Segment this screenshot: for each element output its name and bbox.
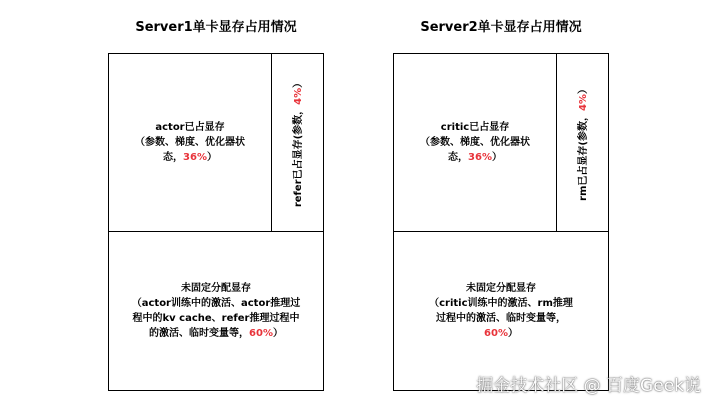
server1-unallocated-label: 未固定分配显存 （actor训练中的激活、actor推理过程中的kv cache、refer推理过程中的激活、临时变量等， (131, 283, 301, 339)
server2-unallocated-cell (394, 232, 608, 390)
server2-critic-label: critic已占显存 （参数、梯度、优化器状态， (420, 122, 530, 163)
server2-rm-label: rm已占显存(参数， (578, 111, 589, 201)
server2-rm-text (574, 84, 589, 201)
server1-refer-percent: 4% (293, 87, 304, 105)
server1-refer-label: refer已占显存(参数， (293, 104, 304, 208)
server1-unallocated-cell (109, 232, 323, 390)
server2-unallocated-text (418, 281, 584, 341)
server1-top-row (109, 54, 323, 232)
server2-unallocated-label: 未固定分配显存 （critic训练中的激活、rm推理过程中的激活、临时变量等， (429, 283, 573, 324)
server2-top-row (394, 54, 608, 232)
server2-critic-percent: 36% (468, 152, 492, 163)
watermark: 掘金技术社区 @ 百度Geek说 (476, 376, 701, 396)
server1-refer-text (289, 78, 304, 207)
server2-critic-cell (394, 54, 557, 231)
server1-refer-suffix: ） (293, 77, 304, 88)
server2-rm-suffix: ） (578, 84, 589, 95)
server2-critic-text (407, 120, 543, 165)
server1-memory-box (108, 53, 324, 391)
server2-unallocated-percent: 60% (484, 328, 508, 339)
server1-refer-cell (270, 54, 323, 231)
server2-rm-cell (555, 54, 608, 231)
server1-actor-cell (109, 54, 272, 231)
server1-title: Server1单卡显存占用情况 (135, 20, 297, 35)
server1-unallocated-percent: 60% (249, 328, 273, 339)
server1-unallocated-text (122, 281, 310, 341)
server2-memory-box (393, 53, 609, 391)
server2-critic-suffix: ） (491, 152, 502, 163)
server2-rm-percent: 4% (578, 94, 589, 112)
server1-actor-text (122, 120, 258, 165)
server1-unallocated-suffix: ） (272, 328, 283, 339)
server1-actor-suffix: ） (206, 152, 217, 163)
server1-actor-percent: 36% (183, 152, 207, 163)
server2-title: Server2单卡显存占用情况 (420, 20, 582, 35)
server1-actor-label: actor已占显存 （参数、梯度、优化器状态， (135, 122, 245, 163)
server2-unallocated-suffix: ） (507, 328, 518, 339)
